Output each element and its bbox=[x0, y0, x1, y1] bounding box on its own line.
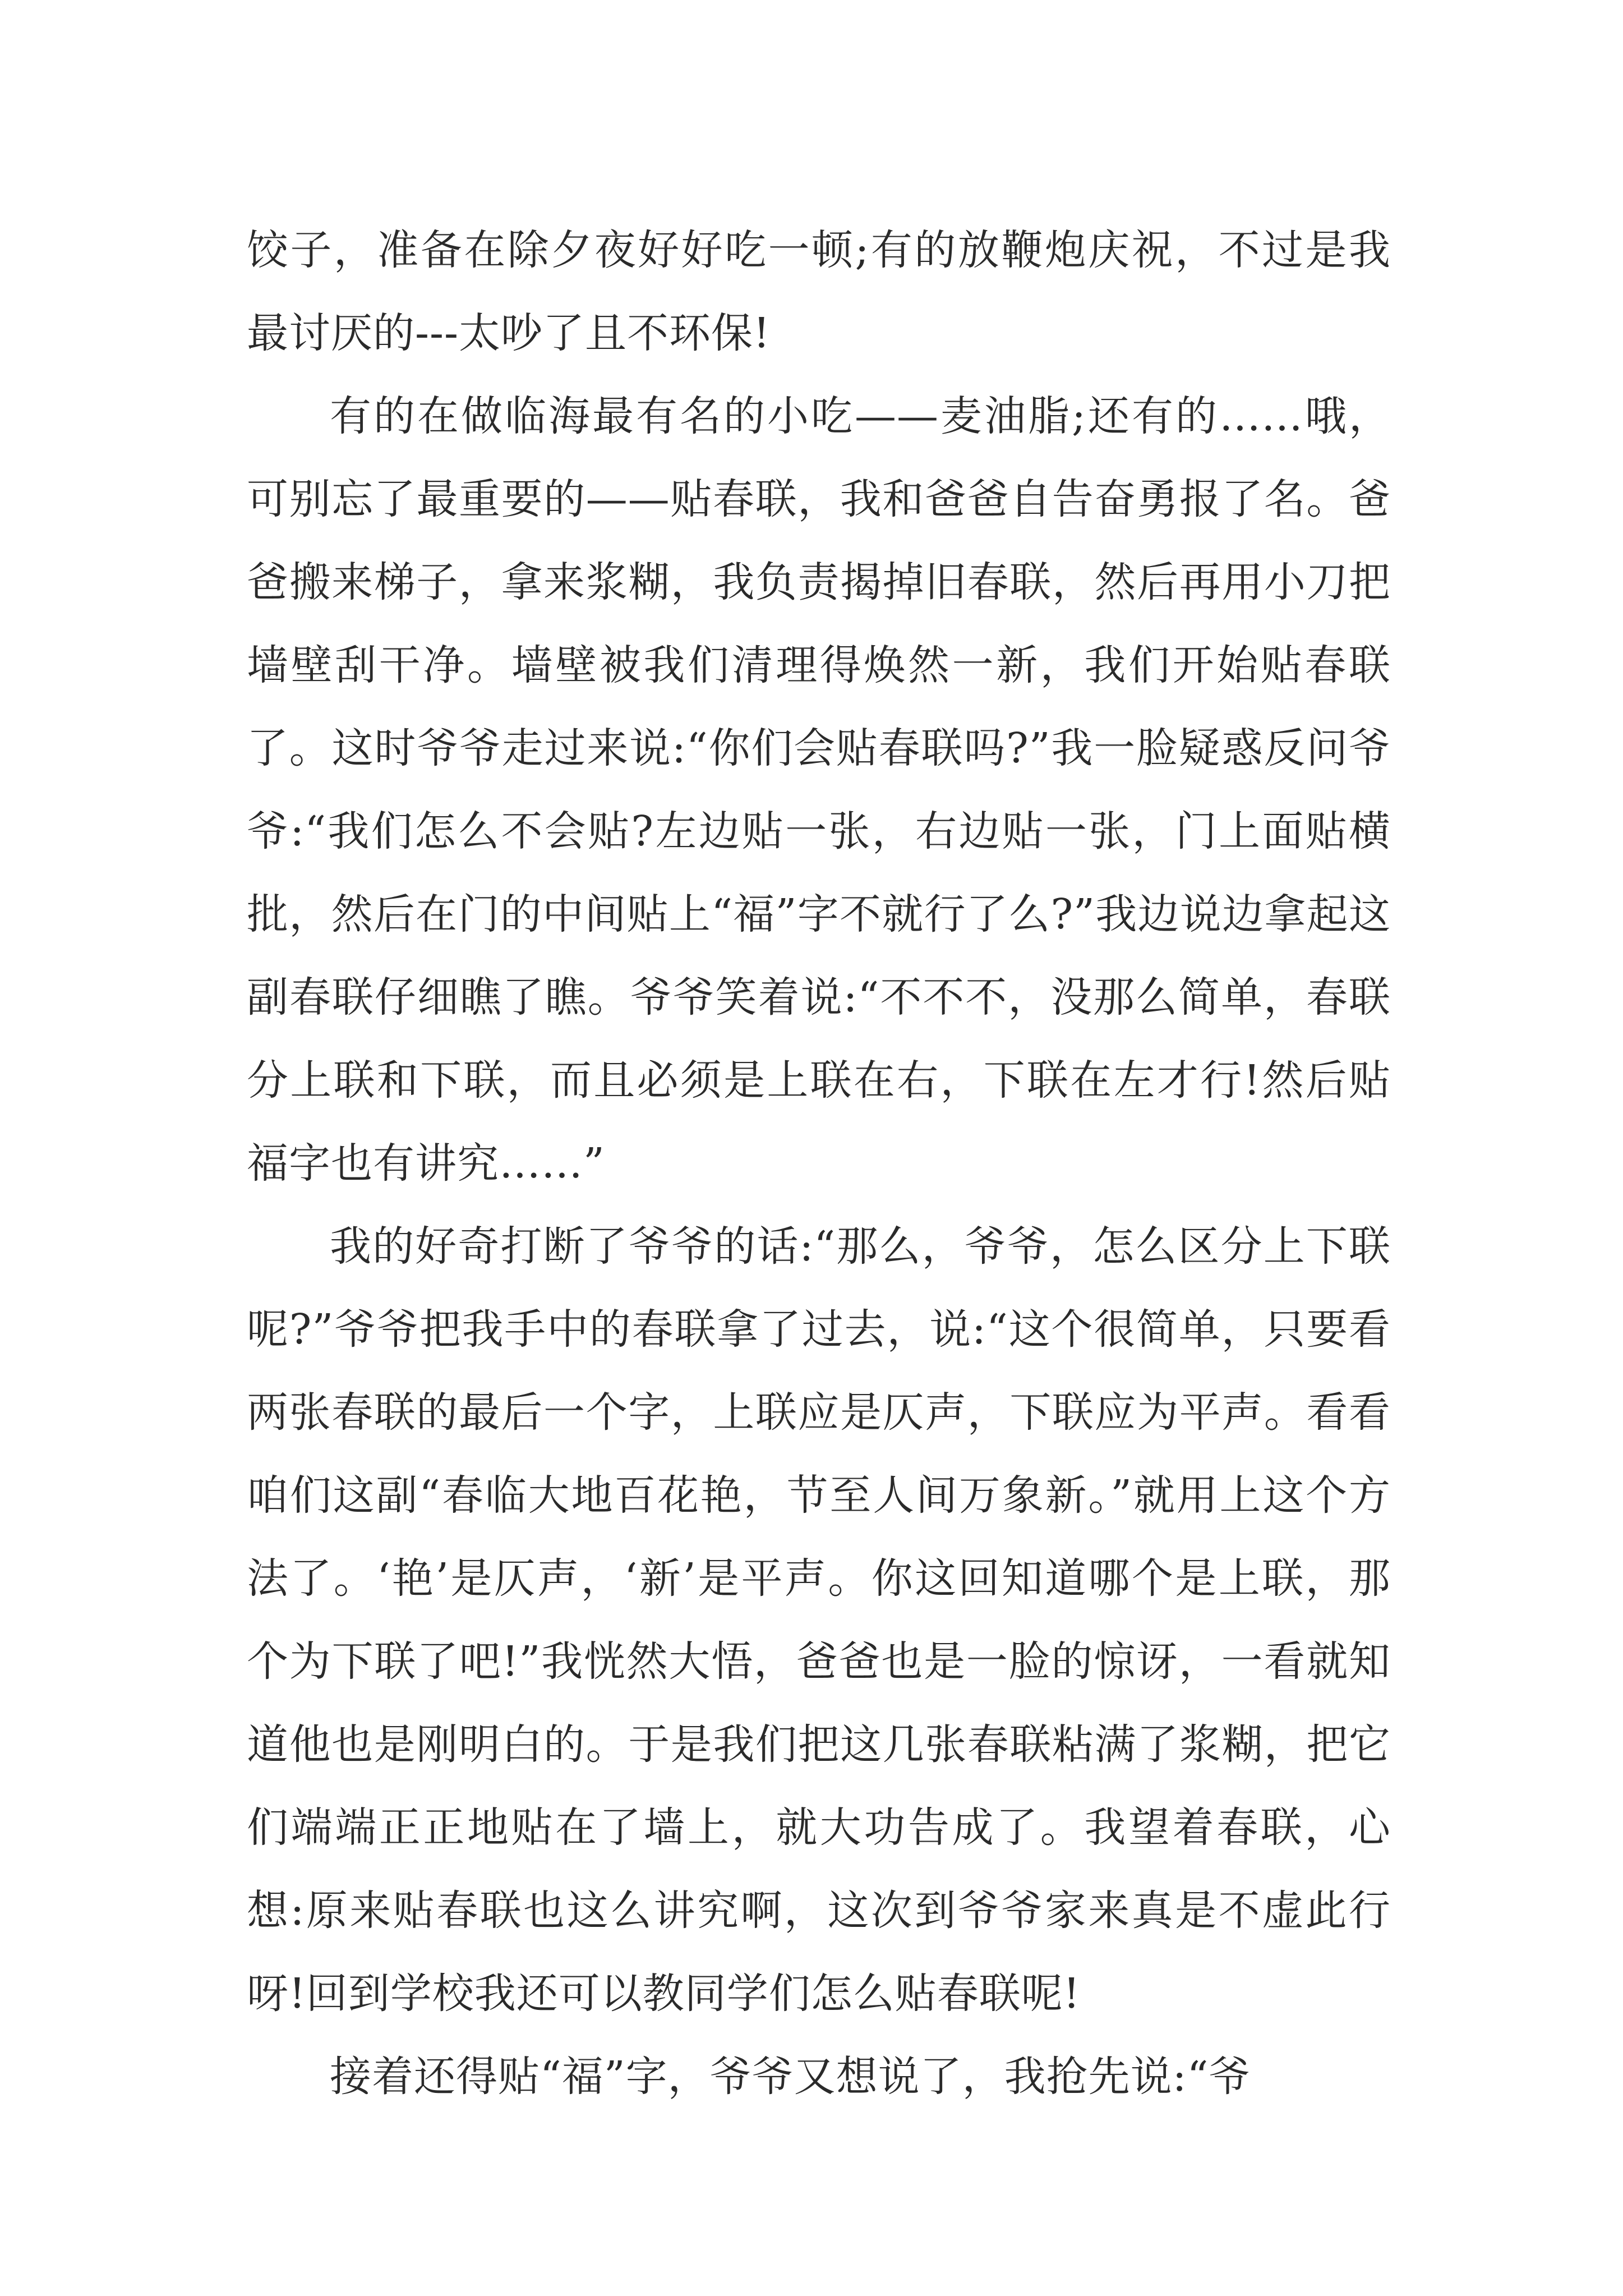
paragraph-3: 我的好奇打断了爷爷的话:“那么，爷爷，怎么区分上下联呢?”爷爷把我手中的春联拿了过去，说:“这个很简单，只要看两张春联的最后一个字，上联应是仄声，下联应为平声。看看咱们这副“春临大地百花艳，节至人间万象新。”就用上这个方法了。‘艳’是仄声，‘新’是平声。你这回知道哪个是上联，那个为下联了吧!”我恍然大悟，爸爸也是一脸的惊讶，一看就知道他也是刚明白的。于是我们把这几张春联粘满了浆糊，把它们端端正正地贴在了墙上，就大功告成了。我望着春联，心想:原来贴春联也这么讲究啊，这次到爷爷家来真是不虚此行呀!回到学校我还可以教同学们怎么贴春联呢! bbox=[247, 1222, 1391, 2018]
paragraph-2: 有的在做临海最有名的小吃——麦油脂;还有的……哦，可别忘了最重要的——贴春联，我和爸爸自告奋勇报了名。爸爸搬来梯子，拿来浆糊，我负责揭掉旧春联，然后再用小刀把墙壁刮干净。墙壁被我们清理得焕然一新，我们开始贴春联了。这时爷爷走过来说:“你们会贴春联吗?”我一脸疑惑反问爷爷:“我们怎么不会贴?左边贴一张，右边贴一张，门上面贴横批，然后在门的中间贴上“福”字不就行了么?”我边说边拿起这副春联仔细瞧了瞧。爷爷笑着说:“不不不，没那么简单，春联分上联和下联，而且必须是上联在右，下联在左才行!然后贴福字也有讲究……” bbox=[247, 392, 1391, 1188]
article-body bbox=[247, 209, 1391, 2118]
paragraph-1: 饺子，准备在除夕夜好好吃一顿;有的放鞭炮庆祝，不过是我最讨厌的---太吵了且不环保! bbox=[247, 226, 1391, 357]
paragraph-4: 接着还得贴“福”字，爷爷又想说了，我抢先说:“爷 bbox=[330, 2053, 1251, 2101]
